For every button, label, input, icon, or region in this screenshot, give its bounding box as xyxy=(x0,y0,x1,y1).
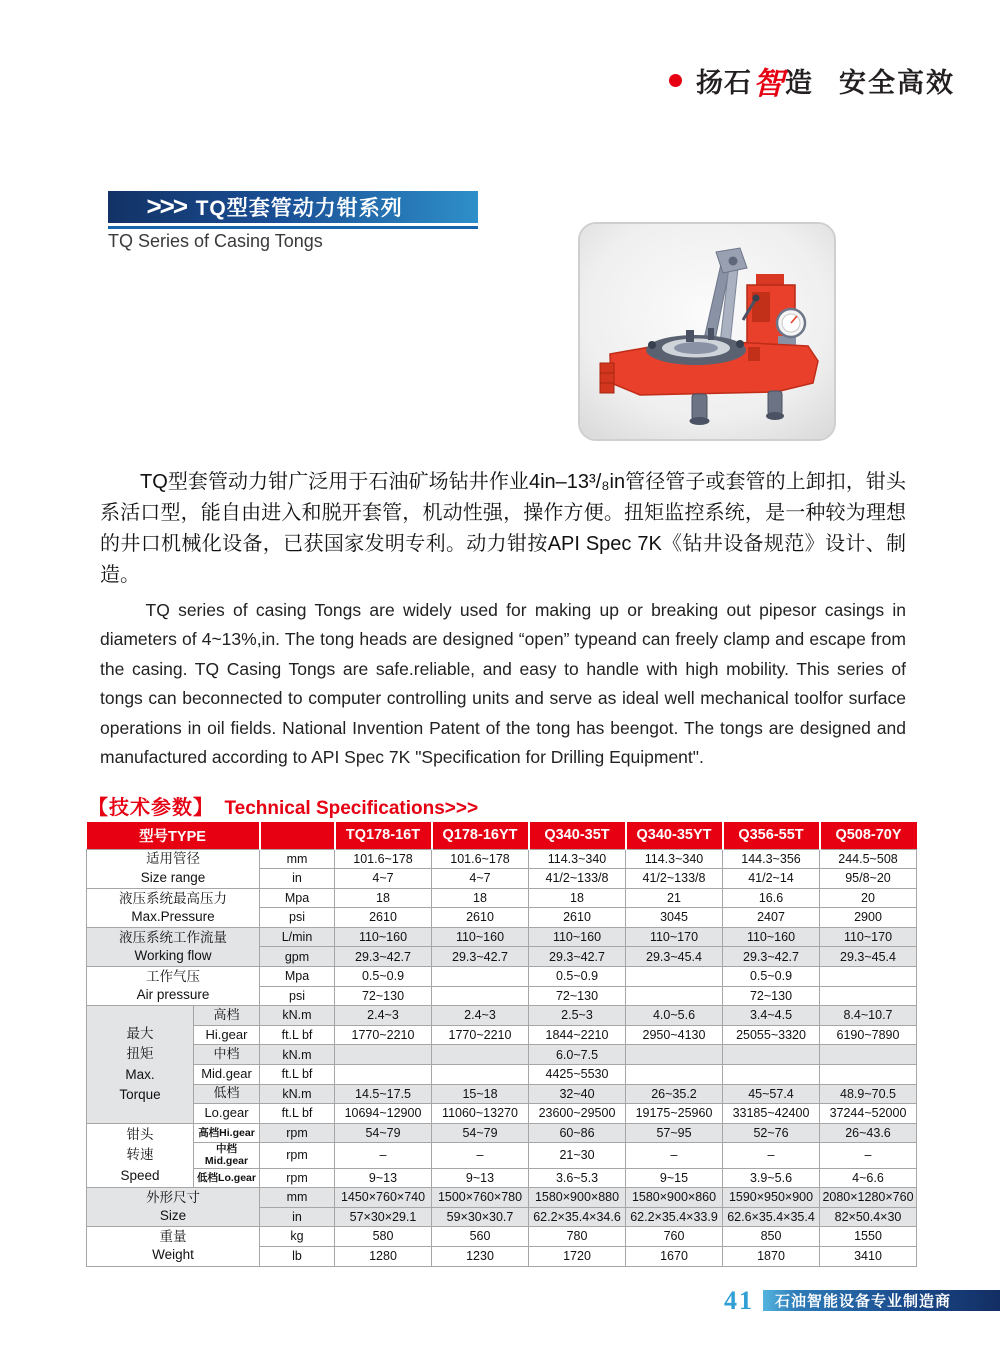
spec-cell: ft.L bf xyxy=(260,1104,335,1124)
spec-cell xyxy=(626,1045,723,1065)
spec-cell: 高档Hi.gear xyxy=(194,1123,260,1143)
spec-table-row xyxy=(87,1045,917,1065)
spec-cell: 2.4~3 xyxy=(335,1006,432,1026)
section-title-banner xyxy=(108,191,478,223)
spec-cell: 19175~25960 xyxy=(626,1104,723,1124)
casing-tong-illustration xyxy=(580,224,834,439)
brand-text-3: 造 xyxy=(785,68,813,98)
spec-cell: 23600~29500 xyxy=(529,1104,626,1124)
spec-cell: 钳头 转速 Speed xyxy=(87,1123,194,1187)
spec-cell: rpm xyxy=(260,1143,335,1168)
spec-cell: ft.L bf xyxy=(260,1065,335,1085)
spec-cell: 52~76 xyxy=(723,1123,820,1143)
spec-cell: 1770~2210 xyxy=(335,1025,432,1045)
spec-cell: 14.5~17.5 xyxy=(335,1084,432,1104)
page-number: 41 xyxy=(724,1286,754,1315)
spec-table-row xyxy=(87,967,917,987)
spec-cell xyxy=(432,1045,529,1065)
spec-cell: 6190~7890 xyxy=(820,1025,917,1045)
spec-cell: 26~43.6 xyxy=(820,1123,917,1143)
spec-cell: 高档 xyxy=(194,1006,260,1026)
spec-table-row xyxy=(87,1104,917,1124)
spec-header-cell: Q178-16YT xyxy=(432,822,529,849)
spec-cell: 4.0~5.6 xyxy=(626,1006,723,1026)
spec-cell: 0.5~0.9 xyxy=(529,967,626,987)
spec-cell: 3.4~4.5 xyxy=(723,1006,820,1026)
spec-cell: 41/2~14 xyxy=(723,869,820,889)
spec-cell: 2.4~3 xyxy=(432,1006,529,1026)
spec-cell: 20 xyxy=(820,888,917,908)
spec-cell: 18 xyxy=(432,888,529,908)
footer-slogan: 石油智能设备专业制造商 xyxy=(775,1293,952,1310)
spec-cell: 18 xyxy=(529,888,626,908)
spec-header-cell: Q340-35YT xyxy=(626,822,723,849)
spec-cell: 21~30 xyxy=(529,1143,626,1168)
spec-cell: ft.L bf xyxy=(260,1025,335,1045)
spec-table-row xyxy=(87,1084,917,1104)
spec-cell: 33185~42400 xyxy=(723,1104,820,1124)
spec-cell: Mid.gear xyxy=(194,1065,260,1085)
spec-cell: 62.2×35.4×33.9 xyxy=(626,1207,723,1227)
section-title-cn: TQ型套管动力钳系列 xyxy=(195,197,403,220)
spec-cell: 57~95 xyxy=(626,1123,723,1143)
spec-cell: 560 xyxy=(432,1227,529,1247)
product-image xyxy=(578,222,836,441)
brand-logo xyxy=(669,58,955,103)
spec-header-cell xyxy=(260,822,335,849)
spec-table-row xyxy=(87,1143,917,1168)
spec-cell: 101.6~178 xyxy=(335,849,432,869)
spec-header-cell: Q508-70Y xyxy=(820,822,917,849)
spec-cell: 144.3~356 xyxy=(723,849,820,869)
spec-cell: kN.m xyxy=(260,1045,335,1065)
spec-cell: 9~13 xyxy=(335,1168,432,1188)
spec-table-row xyxy=(87,1006,917,1026)
spec-cell: 57×30×29.1 xyxy=(335,1207,432,1227)
spec-cell xyxy=(820,967,917,987)
spec-cell: 低档 xyxy=(194,1084,260,1104)
spec-cell: 1770~2210 xyxy=(432,1025,529,1045)
spec-heading xyxy=(88,791,478,820)
spec-cell: 2407 xyxy=(723,908,820,928)
spec-cell: rpm xyxy=(260,1168,335,1188)
spec-cell: 3.6~5.3 xyxy=(529,1168,626,1188)
spec-cell: in xyxy=(260,1207,335,1227)
spec-cell: 1280 xyxy=(335,1246,432,1266)
spec-cell: rpm xyxy=(260,1123,335,1143)
spec-header-cell: TQ178-16T xyxy=(335,822,432,849)
spec-cell xyxy=(626,1065,723,1085)
spec-cell: 110~170 xyxy=(820,927,917,947)
spec-cell: kN.m xyxy=(260,1006,335,1026)
spec-cell: 工作气压 Air pressure xyxy=(87,967,260,1006)
spec-cell: – xyxy=(723,1143,820,1168)
spec-cell: 1720 xyxy=(529,1246,626,1266)
spec-cell: mm xyxy=(260,1188,335,1208)
spec-cell: lb xyxy=(260,1246,335,1266)
banner-underline xyxy=(108,226,478,229)
spec-cell: 外形尺寸 Size xyxy=(87,1188,260,1227)
spec-cell: 1870 xyxy=(723,1246,820,1266)
spec-cell: 9~15 xyxy=(626,1168,723,1188)
spec-cell: Hi.gear xyxy=(194,1025,260,1045)
spec-cell: 8.4~10.7 xyxy=(820,1006,917,1026)
section-title-en: TQ Series of Casing Tongs xyxy=(108,231,323,251)
spec-cell xyxy=(626,967,723,987)
spec-cell: 1580×900×860 xyxy=(626,1188,723,1208)
spec-cell: 25055~3320 xyxy=(723,1025,820,1045)
paragraph-cn: TQ型套管动力钳广泛用于石油矿场钻井作业4in–13³/₈in管径管子或套管的上卸扣，钳头系活口型，能自由进入和脱开套管，机动性强，操作方便。扭矩监控系统，是一种较为理想的井口机械化设备，已获国家发明专利。动力钳按API Spec 7K《钻井设备规范》设计、制造。 xyxy=(100,471,906,586)
spec-cell: 中档 xyxy=(194,1045,260,1065)
spec-cell: 60~86 xyxy=(529,1123,626,1143)
spec-cell: 1450×760×740 xyxy=(335,1188,432,1208)
spec-table-row xyxy=(87,1188,917,1208)
spec-heading-en: Technical Specifications>>> xyxy=(224,798,479,819)
brand-slogan: 安全高效 xyxy=(839,68,955,98)
spec-cell: 110~160 xyxy=(723,927,820,947)
spec-cell: 54~79 xyxy=(335,1123,432,1143)
footer-slogan-bar xyxy=(763,1290,1000,1311)
spec-cell: 72~130 xyxy=(529,986,626,1006)
spec-table-row xyxy=(87,888,917,908)
spec-cell: 59×30×30.7 xyxy=(432,1207,529,1227)
spec-header-cell: Q356-55T xyxy=(723,822,820,849)
spec-cell: 10694~12900 xyxy=(335,1104,432,1124)
spec-cell: 2950~4130 xyxy=(626,1025,723,1045)
spec-cell: 21 xyxy=(626,888,723,908)
spec-cell: 4~7 xyxy=(432,869,529,889)
spec-cell: 72~130 xyxy=(335,986,432,1006)
spec-cell: – xyxy=(335,1143,432,1168)
spec-table-row xyxy=(87,849,917,869)
spec-cell: 110~160 xyxy=(529,927,626,947)
spec-cell: 1550 xyxy=(820,1227,917,1247)
spec-cell: kg xyxy=(260,1227,335,1247)
spec-cell: 54~79 xyxy=(432,1123,529,1143)
spec-cell: – xyxy=(432,1143,529,1168)
spec-table-header-row xyxy=(87,822,917,849)
spec-cell: psi xyxy=(260,986,335,1006)
spec-cell: mm xyxy=(260,849,335,869)
spec-cell: 3045 xyxy=(626,908,723,928)
spec-cell xyxy=(335,1065,432,1085)
spec-cell: 1500×760×780 xyxy=(432,1188,529,1208)
spec-cell: in xyxy=(260,869,335,889)
spec-cell: 2080×1280×760 xyxy=(820,1188,917,1208)
spec-cell: 29.3~42.7 xyxy=(432,947,529,967)
spec-cell xyxy=(820,1065,917,1085)
spec-cell: gpm xyxy=(260,947,335,967)
spec-cell: psi xyxy=(260,908,335,928)
spec-cell: 29.3~42.7 xyxy=(529,947,626,967)
spec-cell: Mpa xyxy=(260,967,335,987)
spec-cell: 62.2×35.4×34.6 xyxy=(529,1207,626,1227)
spec-cell: 95/8~20 xyxy=(820,869,917,889)
brand-text-1: 扬石 xyxy=(696,68,752,98)
spec-cell: 114.3~340 xyxy=(626,849,723,869)
spec-cell: 2.5~3 xyxy=(529,1006,626,1026)
spec-cell: 2900 xyxy=(820,908,917,928)
spec-cell: 11060~13270 xyxy=(432,1104,529,1124)
spec-cell: 16.6 xyxy=(723,888,820,908)
spec-cell: 29.3~42.7 xyxy=(723,947,820,967)
spec-header-cell: 型号TYPE xyxy=(87,822,260,849)
spec-cell: 4~7 xyxy=(335,869,432,889)
spec-cell: L/min xyxy=(260,927,335,947)
spec-cell: 244.5~508 xyxy=(820,849,917,869)
spec-cell xyxy=(723,1045,820,1065)
spec-table-row xyxy=(87,1065,917,1085)
spec-cell: 适用管径 Size range xyxy=(87,849,260,888)
spec-cell: 29.3~42.7 xyxy=(335,947,432,967)
spec-cell xyxy=(820,1045,917,1065)
spec-cell: 29.3~45.4 xyxy=(626,947,723,967)
spec-cell xyxy=(335,1045,432,1065)
spec-cell: – xyxy=(626,1143,723,1168)
spec-cell: 18 xyxy=(335,888,432,908)
spec-cell: 最大 扭矩 Max. Torque xyxy=(87,1006,194,1124)
spec-cell xyxy=(432,967,529,987)
spec-cell: 41/2~133/8 xyxy=(626,869,723,889)
spec-cell: 液压系统工作流量 Working flow xyxy=(87,927,260,966)
spec-cell: 2610 xyxy=(335,908,432,928)
spec-cell: 62.6×35.4×35.4 xyxy=(723,1207,820,1227)
spec-cell xyxy=(820,986,917,1006)
chevrons-icon: >>> xyxy=(146,190,186,221)
spec-cell: 液压系统最高压力 Max.Pressure xyxy=(87,888,260,927)
spec-cell: 2610 xyxy=(432,908,529,928)
spec-table-row xyxy=(87,1168,917,1188)
spec-cell: 580 xyxy=(335,1227,432,1247)
spec-cell: Mpa xyxy=(260,888,335,908)
spec-cell: 6.0~7.5 xyxy=(529,1045,626,1065)
spec-cell: 114.3~340 xyxy=(529,849,626,869)
spec-cell: 45~57.4 xyxy=(723,1084,820,1104)
red-dot-icon xyxy=(669,74,682,87)
spec-cell: 48.9~70.5 xyxy=(820,1084,917,1104)
spec-cell: 1670 xyxy=(626,1246,723,1266)
spec-cell: 101.6~178 xyxy=(432,849,529,869)
spec-table xyxy=(86,822,917,1267)
spec-cell: 15~18 xyxy=(432,1084,529,1104)
spec-cell: 低档Lo.gear xyxy=(194,1168,260,1188)
paragraph-en: TQ series of casing Tongs are widely used for making up or breaking out pipesor casings in diameters of 4~13%,in. The tong heads are designed “open” typeand can freely clamp and escape from the casing. TQ Casing Tongs are safe.reliable, and easy to handle with high mobility. This series of tongs can beconnected to computer controlling units and serve as ideal well mechanical toolfor surface operations in oil fields. National Invention Patent of the tong has beengot. The tongs are designed and manufactured according to API Spec 7K "Specification for Drilling Equipment". xyxy=(100,599,906,767)
spec-cell: 2610 xyxy=(529,908,626,928)
spec-table-row xyxy=(87,1227,917,1247)
spec-cell: 1580×900×880 xyxy=(529,1188,626,1208)
spec-cell: 41/2~133/8 xyxy=(529,869,626,889)
spec-table-row xyxy=(87,1025,917,1045)
spec-cell: 26~35.2 xyxy=(626,1084,723,1104)
spec-cell: 760 xyxy=(626,1227,723,1247)
spec-cell: 850 xyxy=(723,1227,820,1247)
spec-cell: 4425~5530 xyxy=(529,1065,626,1085)
spec-cell: 780 xyxy=(529,1227,626,1247)
spec-cell: 1844~2210 xyxy=(529,1025,626,1045)
spec-table-row xyxy=(87,927,917,947)
spec-cell: 37244~52000 xyxy=(820,1104,917,1124)
spec-cell: 110~170 xyxy=(626,927,723,947)
spec-cell xyxy=(626,986,723,1006)
spec-cell: 1590×950×900 xyxy=(723,1188,820,1208)
spec-cell xyxy=(432,1065,529,1085)
spec-cell: 3410 xyxy=(820,1246,917,1266)
spec-cell: – xyxy=(820,1143,917,1168)
spec-heading-cn: 【技术参数】 xyxy=(88,797,214,819)
spec-cell xyxy=(432,986,529,1006)
spec-cell: 9~13 xyxy=(432,1168,529,1188)
spec-table-row xyxy=(87,1123,917,1143)
spec-cell: 1230 xyxy=(432,1246,529,1266)
spec-cell: kN.m xyxy=(260,1084,335,1104)
spec-cell: 82×50.4×30 xyxy=(820,1207,917,1227)
spec-cell: 4~6.6 xyxy=(820,1168,917,1188)
spec-cell: 72~130 xyxy=(723,986,820,1006)
spec-cell: Lo.gear xyxy=(194,1104,260,1124)
brand-text-2: 智 xyxy=(753,66,784,101)
spec-header-cell: Q340-35T xyxy=(529,822,626,849)
spec-cell: 3.9~5.6 xyxy=(723,1168,820,1188)
spec-table-body xyxy=(87,822,917,1266)
spec-cell: 0.5~0.9 xyxy=(723,967,820,987)
spec-cell: 0.5~0.9 xyxy=(335,967,432,987)
spec-cell: 中档Mid.gear xyxy=(194,1143,260,1168)
spec-cell xyxy=(723,1065,820,1085)
spec-cell: 32~40 xyxy=(529,1084,626,1104)
spec-cell: 110~160 xyxy=(432,927,529,947)
spec-cell: 29.3~45.4 xyxy=(820,947,917,967)
spec-cell: 重量 Weight xyxy=(87,1227,260,1266)
spec-cell: 110~160 xyxy=(335,927,432,947)
